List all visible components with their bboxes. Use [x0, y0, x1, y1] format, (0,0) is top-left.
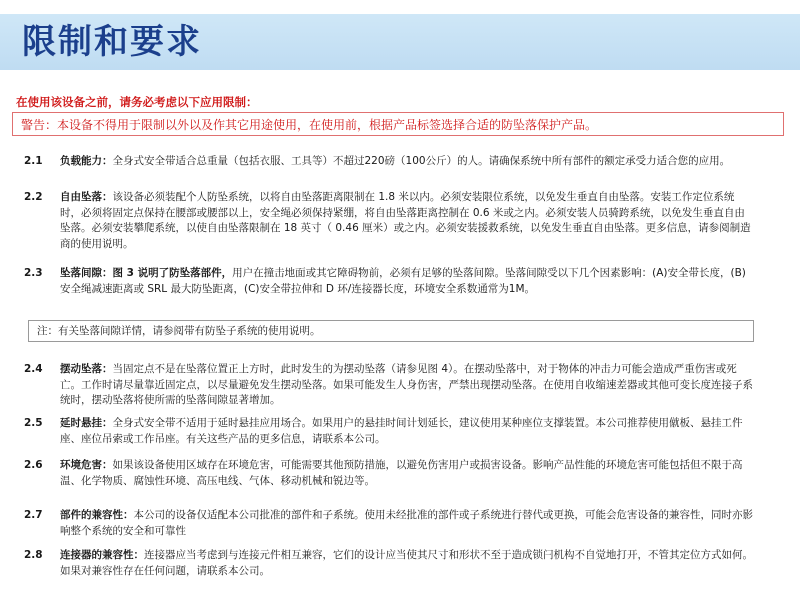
clause-2-7 [24, 508, 754, 539]
clause-number: 2.5 [24, 417, 43, 429]
clause-2-2 [24, 190, 754, 252]
clause-text: 用户在撞击地面或其它障碍物前，必须有足够的坠落间隙。坠落间隙受以下几个因素影响：(A)安全带长度，(B) 安全绳减速距离或 SRL 最大防坠距离，(C)安全带拉伸和 D 环/连接器长度，环境安全系数通常为1M。 [60, 267, 746, 295]
clause-text: 如果该设备使用区域存在环境危害，可能需要其他预防措施，以避免伤害用户或损害设备。影响产品性能的环境危害可能包括但不限于高温、化学物质、腐蚀性环境、高压电线、气体、移动机械和锐边等。 [60, 459, 743, 487]
clause-number: 2.8 [24, 549, 43, 561]
clause-number: 2.2 [24, 191, 43, 203]
clause-number: 2.1 [24, 155, 43, 167]
clause-title: 连接器的兼容性： [60, 549, 144, 561]
clause-title: 负载能力： [60, 155, 113, 167]
clause-2-6 [24, 458, 754, 489]
note-box: 注：有关坠落间隙详情，请参阅带有防坠子系统的使用说明。 [28, 320, 754, 342]
clause-text: 该设备必须装配个人防坠系统，以将自由坠落距离限制在 1.8 米以内。必须安装限位系统，以免发生垂直自由坠落。安装工作定位系统时，必须将固定点保持在腰部或腰部以上，安全绳必须保持紧绷，将自由坠落距离控制在 0.6 米或之内。必须安装人员骑跨系统，以免发生垂直自由坠落。必须安装攀爬系统，以使自由坠落限制在 18 英寸（ 0.46 厘米）或之内。必须安装援救系统，以免发生垂直自由坠落。更多信息，请参阅制造商的使用说明。 [60, 191, 751, 250]
clause-2-4 [24, 362, 754, 409]
clause-text: 当固定点不是在坠落位置正上方时，此时发生的为摆动坠落（请参见图 4）。在摆动坠落中，对于物体的冲击力可能会造成严重伤害或死亡。工作时请尽量靠近固定点，以尽量避免发生摆动坠落。如果可能发生人身伤害，严禁出现摆动坠落。在使用自收缩速差器或其他可变长度连接子系统时，摆动坠落将使所需的坠落间隙显著增加。 [60, 363, 753, 406]
page-title: 限制和要求 [22, 22, 202, 62]
clause-title: 延时悬挂： [60, 417, 113, 429]
clause-title: 环境危害： [60, 459, 113, 471]
clause-text: 本公司的设备仅适配本公司批准的部件和子系统。使用未经批准的部件或子系统进行替代或更换，可能会危害设备的兼容性，同时亦影响整个系统的安全和可靠性 [60, 509, 753, 537]
clause-title: 部件的兼容性： [60, 509, 134, 521]
clause-text: 全身式安全带不适用于延时悬挂应用场合。如果用户的悬挂时间计划延长，建议使用某种座位支撑装置。本公司推荐使用僦板、悬挂工件座、座位吊索或工作吊座。有关这些产品的更多信息，请联系本公司。 [60, 417, 743, 445]
header-band [0, 14, 800, 70]
clause-title: 摆动坠落： [60, 363, 113, 375]
clause-number: 2.4 [24, 363, 43, 375]
clause-number: 2.6 [24, 459, 43, 471]
clause-2-5 [24, 416, 754, 447]
intro-text: 在使用该设备之前，请务必考虑以下应用限制： [16, 95, 258, 109]
clause-text: 全身式安全带适合总重量（包括衣服、工具等）不超过220磅（100公斤）的人。请确保系统中所有部件的额定承受力适合您的应用。 [112, 155, 731, 167]
clause-title: 自由坠落： [60, 191, 113, 203]
clause-number: 2.7 [24, 509, 43, 521]
clause-2-3 [24, 266, 754, 297]
clause-2-1 [24, 154, 754, 170]
clause-title: 坠落间隙：图 3 说明了防坠落部件， [60, 267, 233, 279]
warning-box: 警告：本设备不得用于限制以外以及作其它用途使用，在使用前，根据产品标签选择合适的防坠落保护产品。 [12, 112, 784, 136]
clause-text: 连接器应当考虑到与连接元件相互兼容，它们的设计应当使其尺寸和形状不至于造成锁闩机构不自觉地打开，不管其定位方式如何。如果对兼容性存在任何问题，请联系本公司。 [60, 549, 753, 577]
clause-number: 2.3 [24, 267, 43, 279]
clause-2-8 [24, 548, 754, 579]
